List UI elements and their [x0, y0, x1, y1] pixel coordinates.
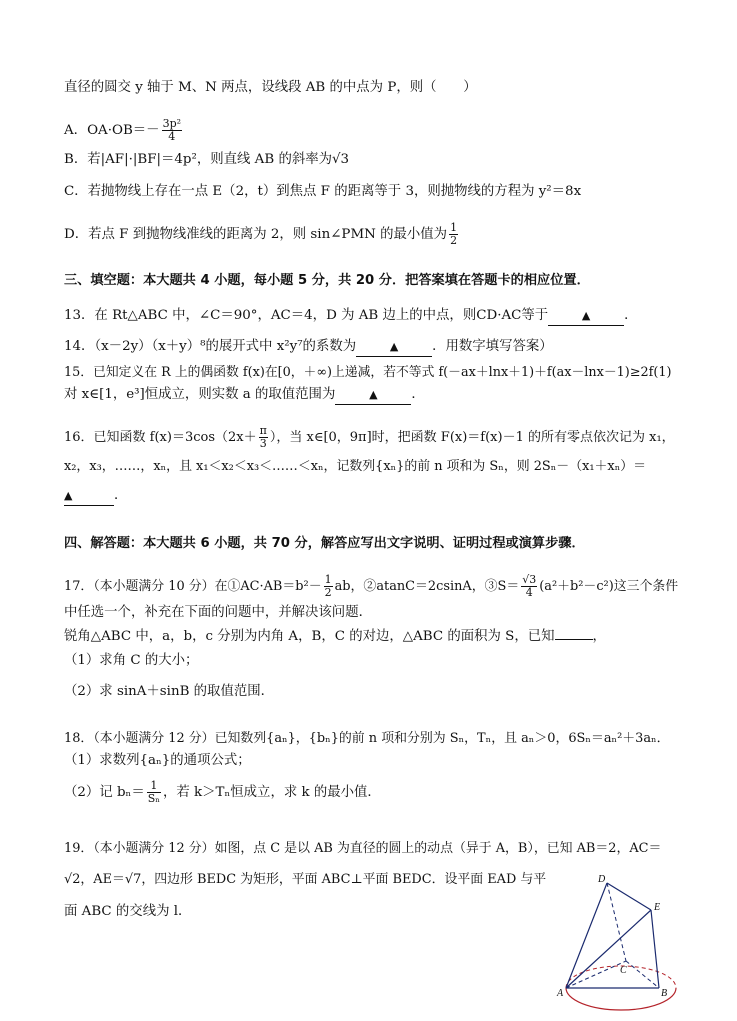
question-13: [64, 307, 638, 326]
q17-fraction-2: [521, 574, 537, 599]
answer-blank[interactable]: [555, 639, 593, 640]
intro-line: 直径的圆交 y 轴于 M、N 两点，设线段 AB 的中点为 P，则（ ）: [64, 80, 477, 95]
fraction-denominator: 2: [450, 234, 458, 247]
label-a: A: [557, 988, 564, 999]
q18-sub2-pre: （2）记 bₙ＝: [64, 785, 145, 800]
question-15-line2: [64, 386, 425, 405]
answer-blank[interactable]: [548, 307, 624, 326]
question-18-sub1: （1）求数列{aₙ}的通项公式；: [64, 753, 251, 768]
edge-cb: [626, 961, 659, 988]
q16-fraction: [259, 425, 268, 450]
option-a-label: A．: [64, 123, 88, 138]
question-18-sub2: [64, 780, 381, 805]
q18-fraction: [147, 780, 161, 805]
circle-front-arc: [566, 988, 676, 1010]
question-18-line1: 18．（本小题满分 12 分）已知数列{aₙ}，{bₙ}的前 n 项和分别为 Sₙ，Tₙ，且 aₙ＞0，6Sₙ＝aₙ²＋3aₙ．: [64, 731, 670, 746]
fraction-denominator: 3: [259, 437, 267, 450]
q13-end: ．: [624, 308, 638, 323]
option-c: C．若抛物线上存在一点 E（2，t）到焦点 F 的距离等于 3，则抛物线的方程为 y²＝8x: [64, 184, 582, 199]
answer-blank[interactable]: [335, 386, 411, 405]
q17-fraction-1: [324, 574, 333, 599]
question-14: [64, 338, 553, 357]
q17-mid: ab，②atanC＝2csinA，③S＝: [334, 579, 520, 594]
edge-dc: [607, 883, 626, 961]
q17-pre: 17．（本小题满分 10 分）在①AC·AB＝b²－: [64, 579, 322, 594]
geometry-figure: [556, 870, 686, 1015]
section-three-heading: 三、填空题：本大题共 4 小题，每小题 5 分，共 20 分．把答案填在答题卡的相应位置．: [64, 273, 590, 288]
question-17-line1: [64, 574, 678, 599]
question-16-line1: [64, 425, 675, 450]
blank-marker: ▲: [389, 340, 399, 353]
q16-post: ），当 x∈[0，9π]时，把函数 F(x)＝f(x)－1 的所有零点依次记为 x₁，: [269, 430, 675, 445]
question-15-line1: 15．已知定义在 R 上的偶函数 f(x)在[0，＋∞)上递减，若不等式 f(－ax＋lnx＋1)＋f(ax－lnx－1)≥2f(1): [64, 365, 672, 380]
question-17-sub1: （1）求角 C 的大小；: [64, 653, 199, 668]
fraction-numerator: π: [259, 424, 267, 437]
blank-marker: ▲: [369, 388, 378, 401]
label-e: E: [654, 902, 661, 913]
q17-post: (a²＋b²－c²)这三个条件: [539, 579, 679, 594]
question-16-line2: x₂，x₃，……，xₙ，且 x₁＜x₂＜x₃＜……＜xₙ，记数列{xₙ}的前 n 项和为 Sₙ，则 2Sₙ－（x₁＋xₙ）＝: [64, 459, 647, 474]
fraction-numerator: 3p²: [162, 117, 182, 130]
q15-text: 对 x∈[1，e³]恒成立，则实数 a 的取值范围为: [64, 387, 336, 402]
fraction-denominator: Sₙ: [147, 792, 160, 805]
edge-eb: [651, 910, 659, 988]
fraction-numerator: 1: [450, 221, 458, 234]
fraction-numerator: √3: [522, 573, 537, 586]
fraction-denominator: 4: [525, 586, 533, 599]
section-four-heading: 四、解答题：本大题共 6 小题，共 70 分，解答应写出文字说明、证明过程或演算步骤．: [64, 536, 585, 551]
option-d-fraction: [449, 222, 458, 247]
fraction-denominator: 4: [168, 130, 176, 143]
label-b: B: [661, 988, 668, 999]
label-c: C: [620, 965, 627, 976]
option-a: [64, 118, 184, 143]
option-a-lhs: OA·OB＝－: [87, 123, 160, 138]
q16-end: ．: [114, 488, 128, 503]
blank-marker: ▲: [581, 309, 591, 322]
q18-sub2-post: ，若 k＞Tₙ恒成立，求 k 的最小值．: [163, 785, 381, 800]
edge-de: [607, 883, 651, 910]
question-19-line3: 面 ABC 的交线为 l．: [64, 904, 192, 919]
question-16-line3: [64, 487, 127, 506]
answer-blank[interactable]: [64, 487, 114, 506]
fraction-numerator: 1: [147, 780, 161, 793]
q17-condition-text: 锐角△ABC 中，a，b，c 分别为内角 A，B，C 的对边，△ABC 的面积为 S，已知: [64, 629, 555, 644]
q17-line3-end: ，: [592, 629, 606, 644]
question-17-line3: [64, 628, 606, 646]
q15-end: ．: [411, 387, 425, 402]
fraction-numerator: 1: [324, 573, 332, 586]
question-19-line2: √2，AE＝√7，四边形 BEDC 为矩形，平面 ABC⊥平面 BEDC．设平面 EAD 与平: [64, 872, 547, 887]
blank-marker: ▲: [64, 489, 73, 502]
q16-pre: 16．已知函数 f(x)＝3cos（2x＋: [64, 430, 257, 445]
question-17-line2: 中任选一个，补充在下面的问题中，并解决该问题．: [64, 605, 372, 620]
question-17-sub2: （2）求 sinA＋sinB 的取值范围．: [64, 684, 275, 699]
option-a-fraction: [162, 118, 182, 143]
q13-text: 13．在 Rt△ABC 中，∠C＝90°，AC＝4，D 为 AB 边上的中点，则CD·AC等于: [64, 308, 549, 323]
fraction-denominator: 2: [324, 586, 332, 599]
question-19-line1: 19．（本小题满分 12 分）如图，点 C 是以 AB 为直径的圆上的动点（异于 A，B），已知 AB＝2，AC＝: [64, 841, 662, 856]
answer-blank[interactable]: [356, 338, 432, 357]
edge-ae: [566, 910, 651, 988]
option-b: B．若|AF|·|BF|＝4p²，则直线 AB 的斜率为√3: [64, 152, 350, 167]
q14-text: 14．（x－2y）（x＋y）⁸的展开式中 x²y⁷的系数为: [64, 339, 357, 354]
label-d: D: [598, 874, 606, 885]
option-d-text: D．若点 F 到抛物线准线的距离为 2，则 sin∠PMN 的最小值为: [64, 227, 448, 242]
option-d: [64, 222, 460, 247]
q14-end: ．用数字填写答案）: [432, 339, 553, 354]
